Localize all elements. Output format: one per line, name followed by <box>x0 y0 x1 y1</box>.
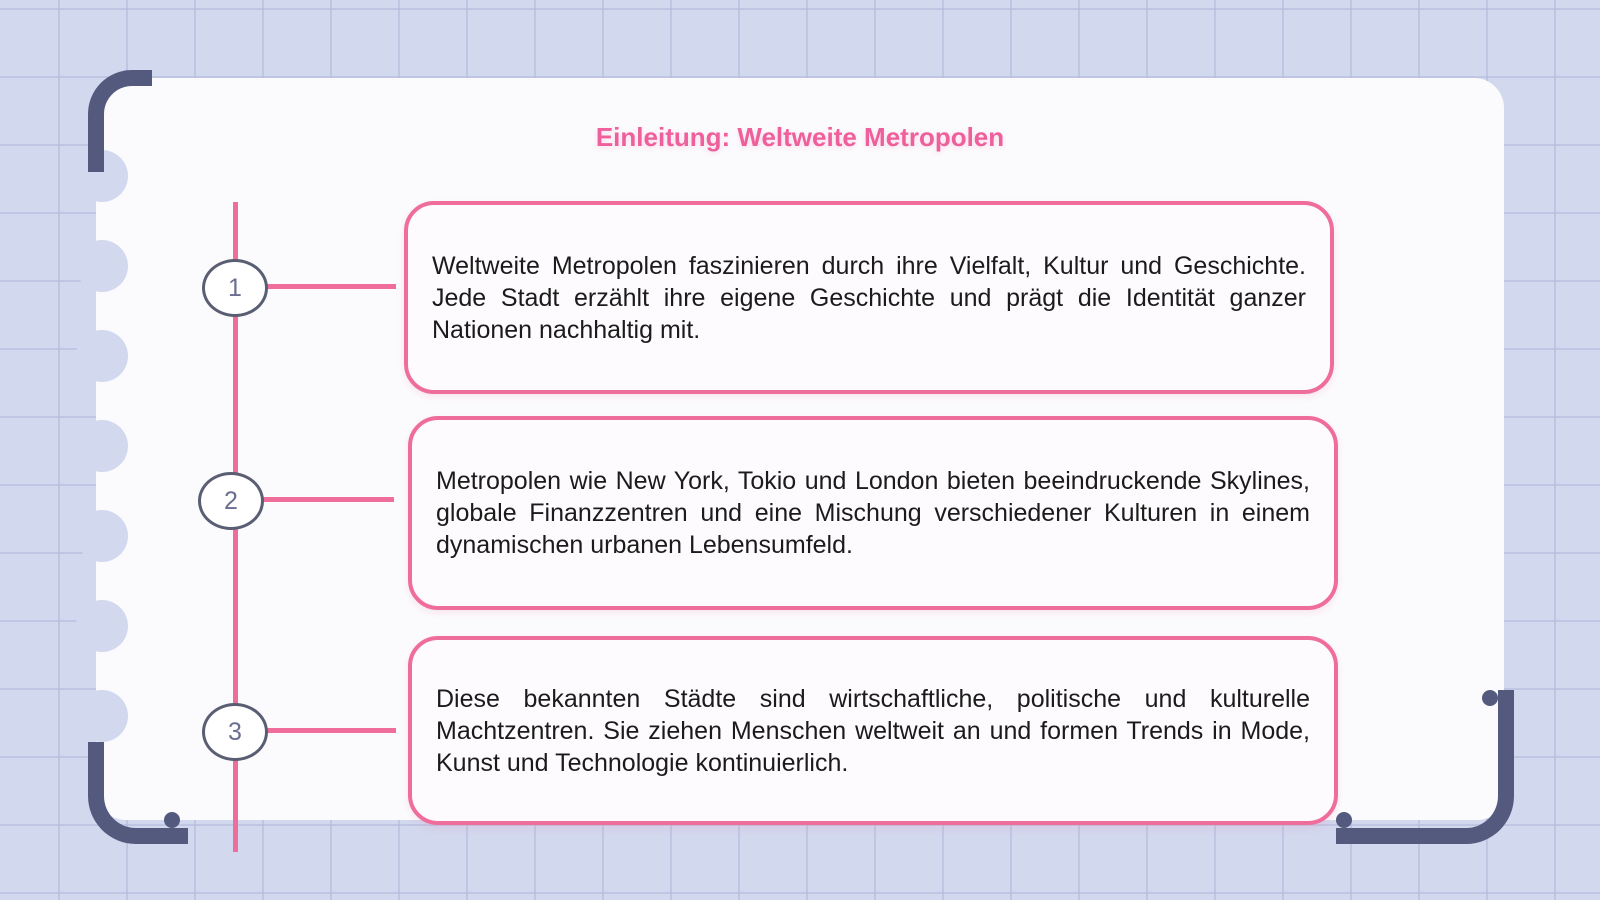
timeline-number-1: 1 <box>202 259 268 317</box>
timeline-box-2 <box>408 416 1338 610</box>
frame-corner-bottom-right <box>1336 690 1514 844</box>
timeline-text-2: Metropolen wie New York, Tokio und London bieten beeindruckende Skylines, globale Finanzzentren und eine Mischung verschiedener Kulturen in einem dynamischen urbanen Lebensumfeld. <box>436 467 1310 559</box>
frame-corner-cap <box>164 812 180 828</box>
frame-corner-cap <box>128 70 144 86</box>
timeline-number-3: 3 <box>202 703 268 761</box>
frame-corner-cap <box>1336 812 1352 828</box>
notebook-hole <box>76 330 128 382</box>
notebook-hole <box>76 690 128 742</box>
slide-title: Einleitung: Weltweite Metropolen <box>595 122 1005 152</box>
frame-corner-cap <box>1482 690 1498 706</box>
frame-corner-bottom-left <box>88 742 188 844</box>
timeline-text-1: Weltweite Metropolen faszinieren durch ihre Vielfalt, Kultur und Geschichte. Jede Stadt erzählt ihre eigene Geschichte und prägt die Identität ganzer Nationen nachhaltig mit. <box>432 251 1306 344</box>
timeline-number-2: 2 <box>198 472 264 530</box>
notebook-hole <box>76 420 128 472</box>
timeline-box-1 <box>404 201 1334 394</box>
timeline-text-3: Diese bekannten Städte sind wirtschaftliche, politische und kulturelle Machtzentren. Sie ziehen Menschen weltweit an und formen Trends in Mode, Kunst und Technologie kontinuierlich. <box>436 684 1310 777</box>
timeline-connector <box>262 284 396 289</box>
frame-corner-top-left <box>88 70 152 172</box>
timeline-connector <box>262 728 396 733</box>
notebook-hole <box>76 600 128 652</box>
timeline-connector <box>260 497 394 502</box>
notebook-hole <box>76 510 128 562</box>
notebook-hole <box>76 240 128 292</box>
timeline-box-3 <box>408 636 1338 825</box>
